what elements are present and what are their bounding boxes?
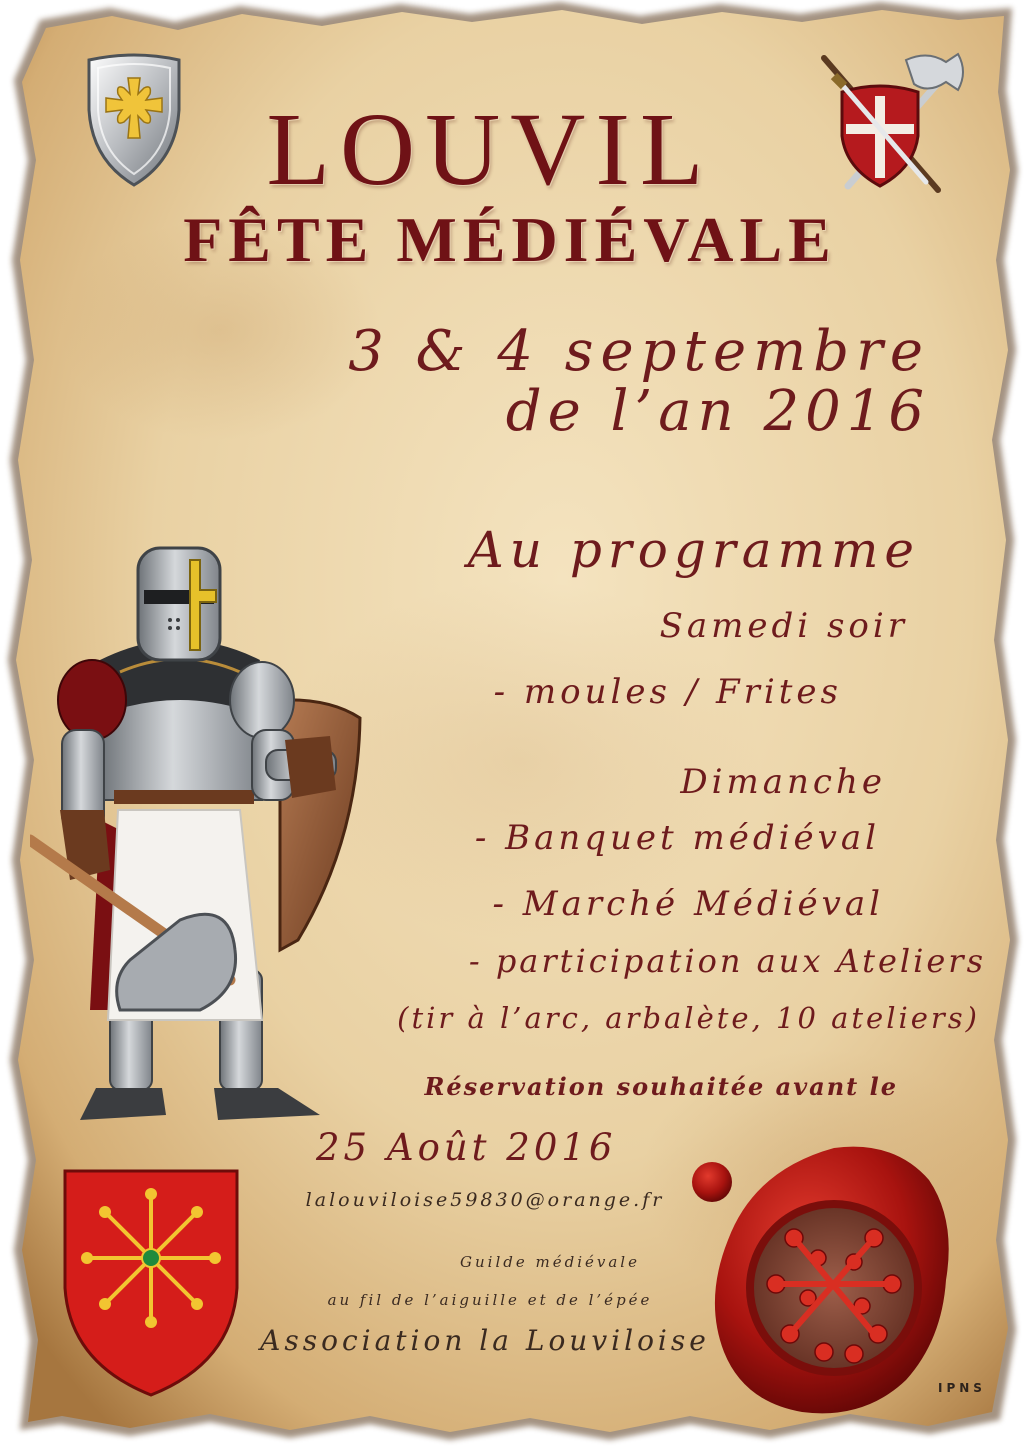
sunday-item: - Marché Médiéval — [492, 884, 884, 924]
date-line-2: de l’an 2016 — [505, 379, 930, 444]
ipns-mark: IPNS — [938, 1381, 986, 1395]
saturday-heading: Samedi soir — [659, 606, 908, 646]
sunday-item: - participation aux Ateliers — [468, 942, 986, 980]
email-address: lalouviloise59830@orange.fr — [305, 1189, 665, 1211]
reservation-text: Réservation souhaitée avant le — [424, 1072, 898, 1101]
red-shield-crossed-swords-axe-icon — [818, 50, 968, 195]
association-name: Association la Louviloise — [260, 1324, 710, 1357]
program-heading: Au programme — [467, 521, 920, 579]
reservation-date: 25 Août 2016 — [316, 1126, 617, 1169]
guild-line-1: Guilde médiévale — [460, 1253, 640, 1271]
occitan-cross-coat-of-arms — [62, 1168, 240, 1398]
sunday-item: (tir à l’arc, arbalète, 10 ateliers) — [397, 1001, 980, 1035]
date-line-1: 3 & 4 septembre — [348, 319, 930, 384]
knight-in-armor-with-axe — [30, 540, 380, 1130]
sunday-item: - Banquet médiéval — [474, 818, 880, 858]
saturday-item: - moules / Frites — [493, 672, 842, 712]
red-wax-seal — [684, 1140, 954, 1422]
guild-line-2: au fil de l’aiguille et de l’épée — [327, 1291, 653, 1309]
poster-title: LOUVIL — [266, 92, 714, 207]
poster-subtitle: FÊTE MÉDIÉVALE — [183, 204, 837, 275]
sunday-heading: Dimanche — [680, 762, 886, 802]
